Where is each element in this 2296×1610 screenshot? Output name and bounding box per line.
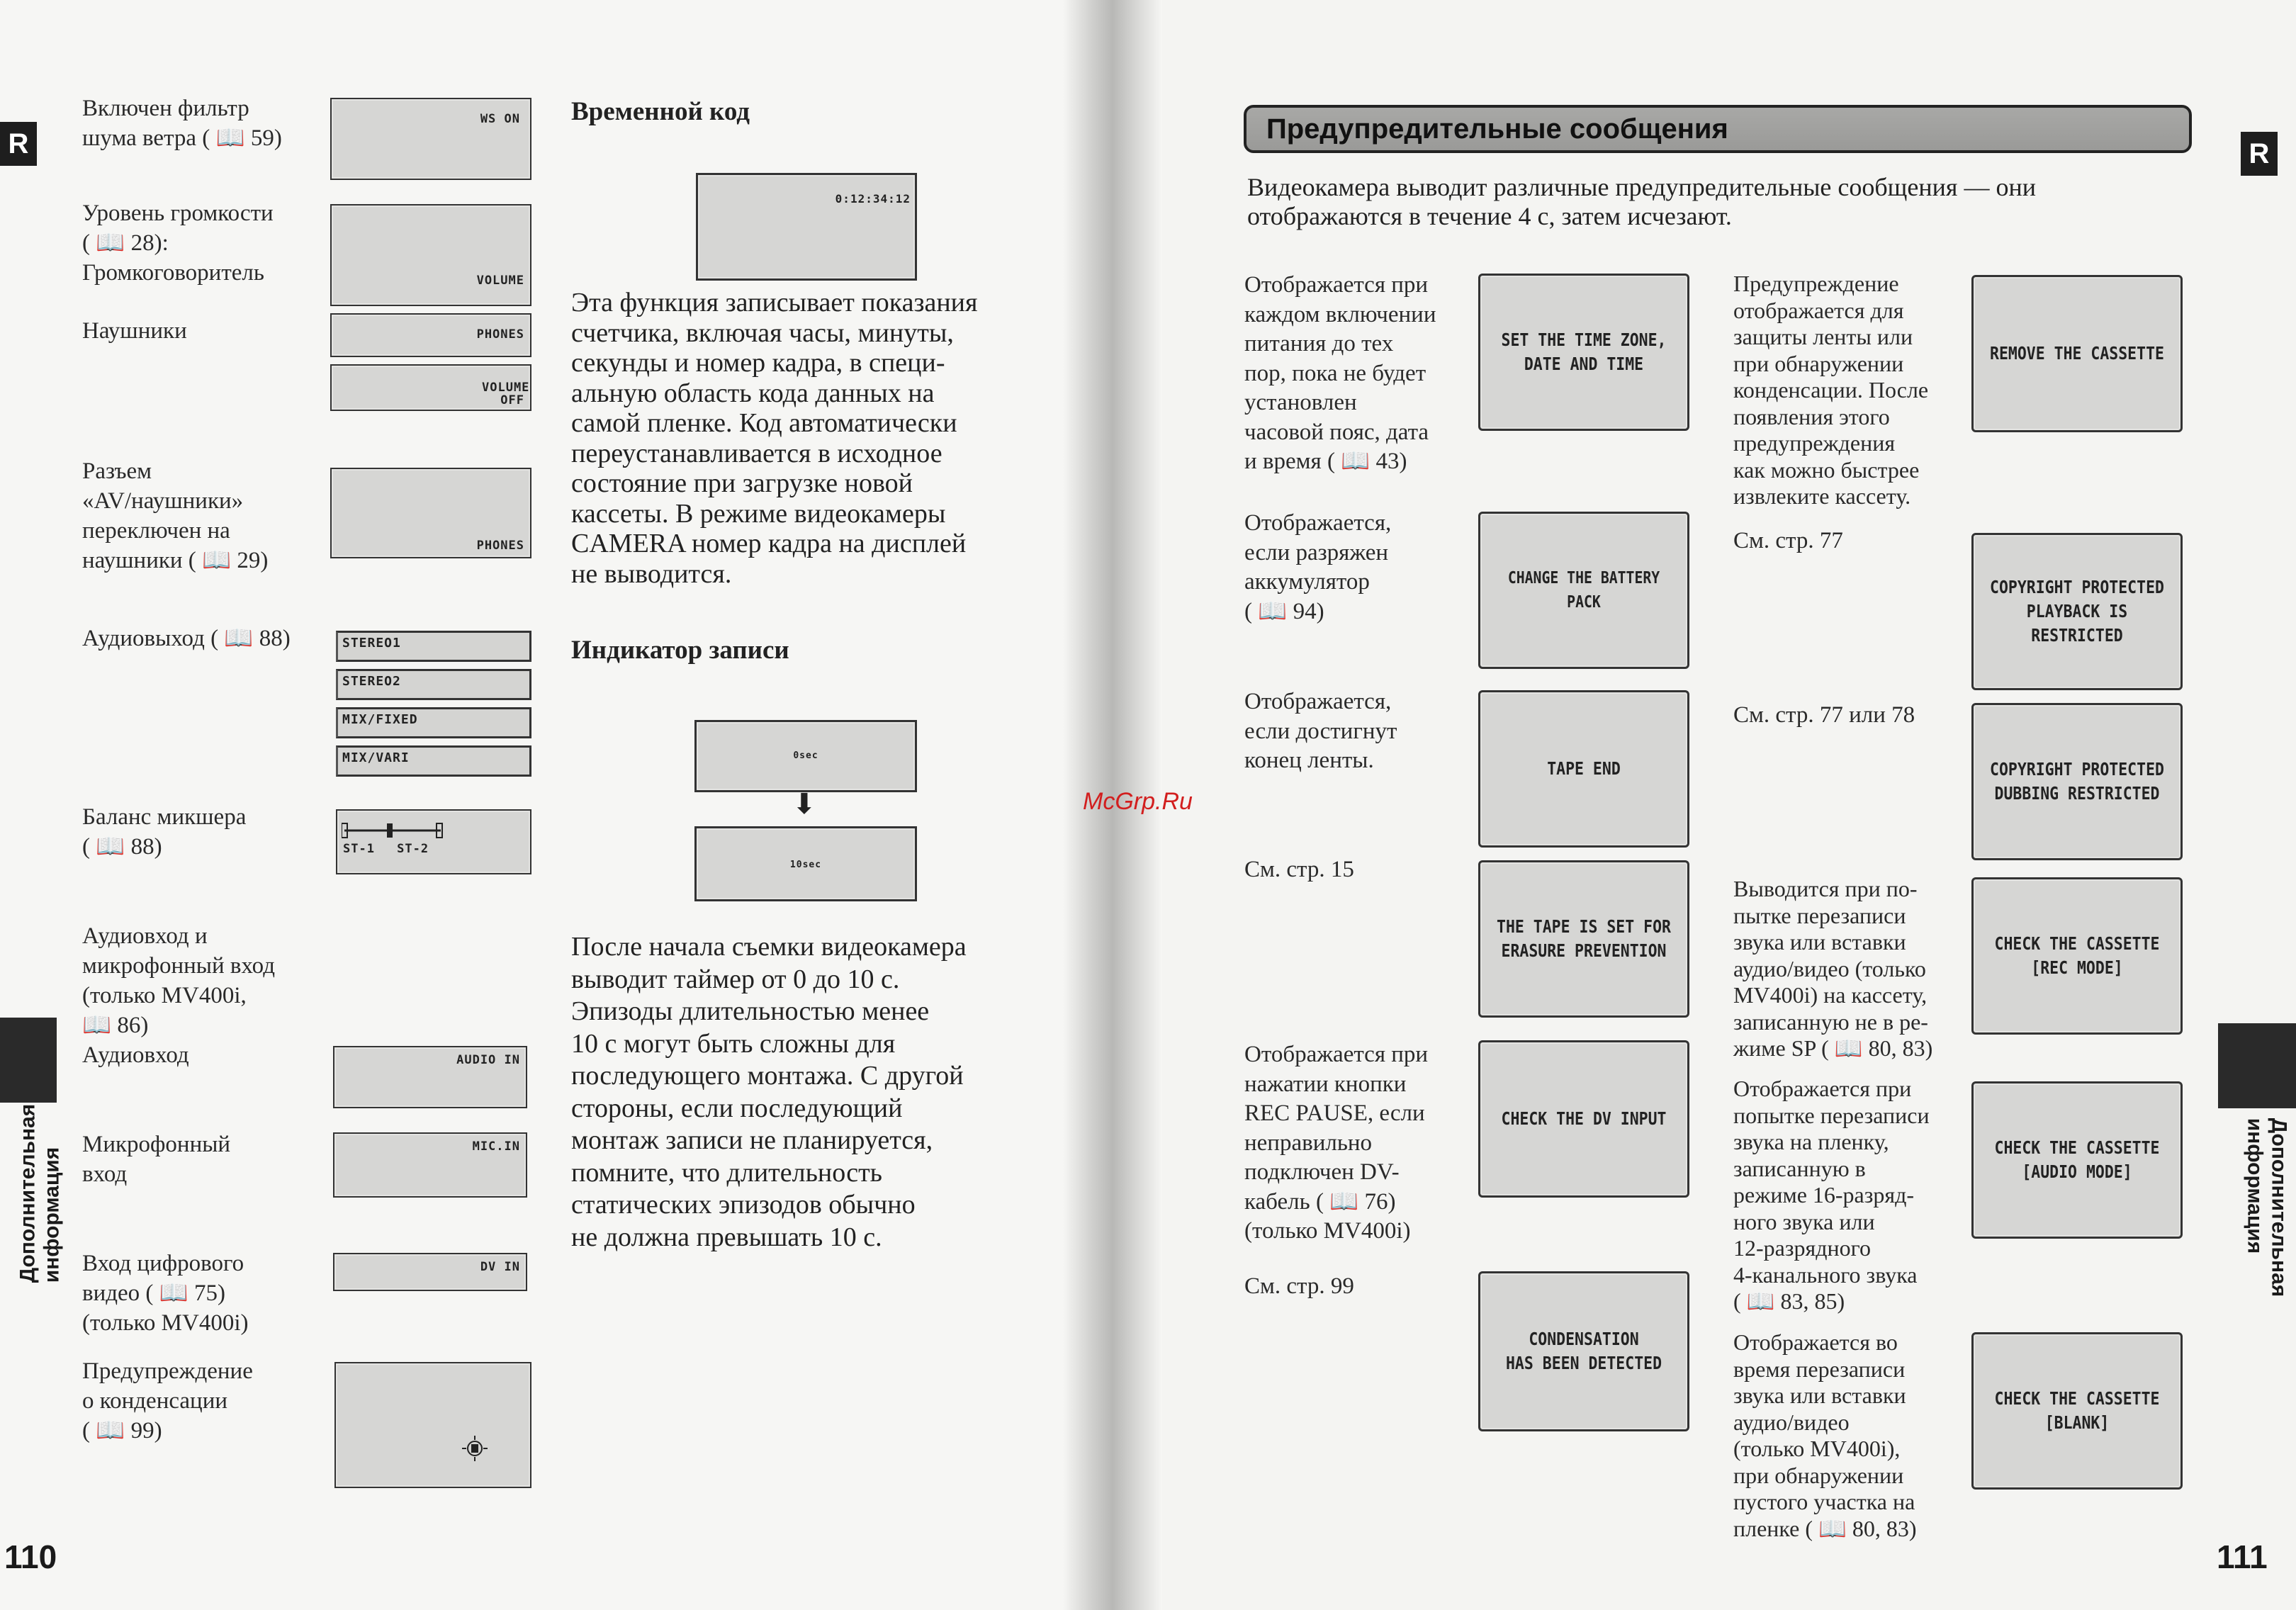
warn-lcd-playback: COPYRIGHT PROTECTED PLAYBACK IS RESTRICTED xyxy=(1971,533,2183,690)
warn-lcd-battery: CHANGE THE BATTERY PACK xyxy=(1478,512,1689,669)
side-label xyxy=(16,1104,64,1283)
warn-desc-dubbing: См. стр. 77 или 78 xyxy=(1733,702,1915,728)
phones-lcd: PHONES xyxy=(330,313,531,357)
headphones-text: Наушники xyxy=(82,318,187,344)
warn-lcd-tape-end: TAPE END xyxy=(1478,690,1689,848)
timecode-lcd: 0:12:34:12 xyxy=(696,173,917,281)
audio-out-option-2: STEREO2 xyxy=(336,669,531,700)
warn-lcd-audio-mode: CHECK THE CASSETTE [AUDIO MODE] xyxy=(1971,1081,2183,1239)
audio-out-option-4: MIX/VARI xyxy=(336,745,531,777)
side-tab-block xyxy=(0,1018,57,1103)
section-tab-r: R xyxy=(0,122,37,166)
timecode-heading: Временной код xyxy=(571,97,750,126)
warn-lcd-blank: CHECK THE CASSETTE [BLANK] xyxy=(1971,1332,2183,1490)
audio-mic-in-text: Аудиовход и микрофонный вход (только MV400i, 📖 86) xyxy=(82,923,276,1038)
condensation-text: Предупреждение о конденсации ( 📖 99) xyxy=(82,1358,253,1443)
audio-out-option-3: MIX/FIXED xyxy=(336,707,531,738)
warn-lcd-dv-input: CHECK THE DV INPUT xyxy=(1478,1040,1689,1198)
warn-desc-dv-input: Отображается при нажатии кнопки REC PAUSE, если неправильно подключен DV- кабель ( 📖 76) (только MV400i) xyxy=(1244,1042,1429,1244)
dv-in-text: Вход цифрового видео ( 📖 75) (только MV400i) xyxy=(82,1251,249,1336)
audio-out-text: Аудиовыход ( 📖 88) xyxy=(82,626,291,651)
warn-desc-condensation: См. стр. 99 xyxy=(1244,1273,1354,1299)
page-number-right: 111 xyxy=(2217,1538,2268,1575)
arrow-down-icon: ⬇ xyxy=(792,788,816,821)
warn-desc-tape-end: Отображается, если достигнут конец ленты. xyxy=(1244,689,1397,773)
warn-lcd-erasure: THE TAPE IS SET FOR ERASURE PREVENTION xyxy=(1478,860,1689,1018)
volume-lcd: VOLUME xyxy=(330,204,531,306)
warn-lcd-remove: REMOVE THE CASSETTE xyxy=(1971,275,2183,432)
warn-desc-remove: Предупреждение отображается для защиты ленты или при обнаружении конденсации. После появления этого предупреждения как можно быстрее извлеките кассету. xyxy=(1733,271,1929,509)
watermark-text: McGrp.Ru xyxy=(1083,788,1193,815)
condensation-lcd xyxy=(334,1362,531,1488)
av-jack-text: Разъем «AV/наушники» переключен на наушники ( 📖 29) xyxy=(82,458,269,573)
side-label-line2: информация xyxy=(40,1147,64,1283)
warn-lcd-condensation: CONDENSATION HAS BEEN DETECTED xyxy=(1478,1271,1689,1431)
warn-desc-blank: Отображается во время перезаписи звука или вставки аудио/видео (только MV400i), при обнаружении пустого участка на пленке ( 📖 80, 83) xyxy=(1733,1329,1917,1541)
side-tab-block-right xyxy=(2218,1023,2296,1108)
audio-in-lcd: AUDIO IN xyxy=(333,1046,527,1108)
mixer-lcd: ST-1 ST-2 xyxy=(336,809,531,874)
mic-in-lcd: MIC.IN xyxy=(333,1132,527,1198)
side-label-line1: Дополнительная xyxy=(16,1103,40,1283)
warn-desc-audio-mode: Отображается при попытке перезаписи звука на пленку, записанную в режиме 16-разряд- ного звука или 12-разрядного 4-канального звука ( 📖 83, 85) xyxy=(1733,1076,1930,1314)
mic-in-text: Микрофонный вход xyxy=(82,1132,231,1187)
condensation-icon xyxy=(462,1436,488,1461)
warn-desc-battery: Отображается, если разряжен аккумулятор ( 📖 94) xyxy=(1244,510,1392,624)
audio-in-text: Аудиовход xyxy=(82,1042,189,1068)
dv-in-lcd: DV IN xyxy=(333,1253,527,1291)
timecode-body: Эта функция записывает показания счетчика, включая часы, минуты, секунды и номер кадра, в специ- альную область кода данных на самой пленке. Код автоматически переустанавливается в исходное состояние при загрузке новой кассеты. В режиме видеокамеры CAMERA номер кадра на дисплей не выводится. xyxy=(571,288,978,589)
warn-desc-playback: См. стр. 77 xyxy=(1733,528,1843,553)
audio-out-option-1: STEREO1 xyxy=(336,631,531,662)
warn-lcd-rec-mode: CHECK THE CASSETTE [REC MODE] xyxy=(1971,877,2183,1035)
rec-indicator-body: После начала съемки видеокамера выводит таймер от 0 до 10 с. Эпизоды длительностью менее 10 с могут быть сложны для последующего монтажа. С другой стороны, если последующий монтаж записи не планируется, помните, что длительность статических эпизодов обычно не должна превышать 10 с. xyxy=(571,932,967,1252)
wind-lcd: WS ON xyxy=(330,98,531,180)
warn-lcd-time-zone: SET THE TIME ZONE, DATE AND TIME xyxy=(1478,274,1689,431)
volume-off-lcd: VOLUME OFF xyxy=(330,364,531,411)
section-tab-r-right: R xyxy=(2241,132,2278,176)
warn-desc-rec-mode: Выводится при по- пытке перезаписи звука или вставки аудио/видео (только MV400i) на кассету, записанную не в ре- жиме SP ( 📖 80, 83) xyxy=(1733,876,1933,1061)
rec-timer-lcd-start: 0sec xyxy=(694,720,917,792)
side-label-right: Дополнительная информация xyxy=(2243,1118,2291,1297)
mixer-slider-icon xyxy=(342,819,448,840)
mixer-text: Баланс микшера ( 📖 88) xyxy=(82,804,247,860)
page-number: 110 xyxy=(4,1538,57,1575)
rec-timer-lcd-end: 10sec xyxy=(694,826,917,901)
av-jack-lcd: PHONES xyxy=(330,468,531,558)
left-page xyxy=(0,0,1077,1610)
warnings-title: Предупредительные сообщения xyxy=(1266,113,1728,145)
rec-indicator-heading: Индикатор записи xyxy=(571,636,789,665)
warn-desc-erasure: См. стр. 15 xyxy=(1244,857,1354,882)
warn-desc-time-zone: Отображается при каждом включении питания до тех пор, пока не будет установлен часовой пояс, дата и время ( 📖 43) xyxy=(1244,272,1436,474)
warnings-intro: Видеокамера выводит различные предупредительные сообщения — они отображаются в течение 4 с, затем исчезают. xyxy=(1247,173,2036,230)
warnings-title-bar xyxy=(1244,105,2192,153)
volume-text: Уровень громкости ( 📖 28): Громкоговоритель xyxy=(82,201,274,286)
wind-filter-text: Включен фильтр шума ветра ( 📖 59) xyxy=(82,96,282,151)
warn-lcd-dubbing: COPYRIGHT PROTECTED DUBBING RESTRICTED xyxy=(1971,703,2183,860)
